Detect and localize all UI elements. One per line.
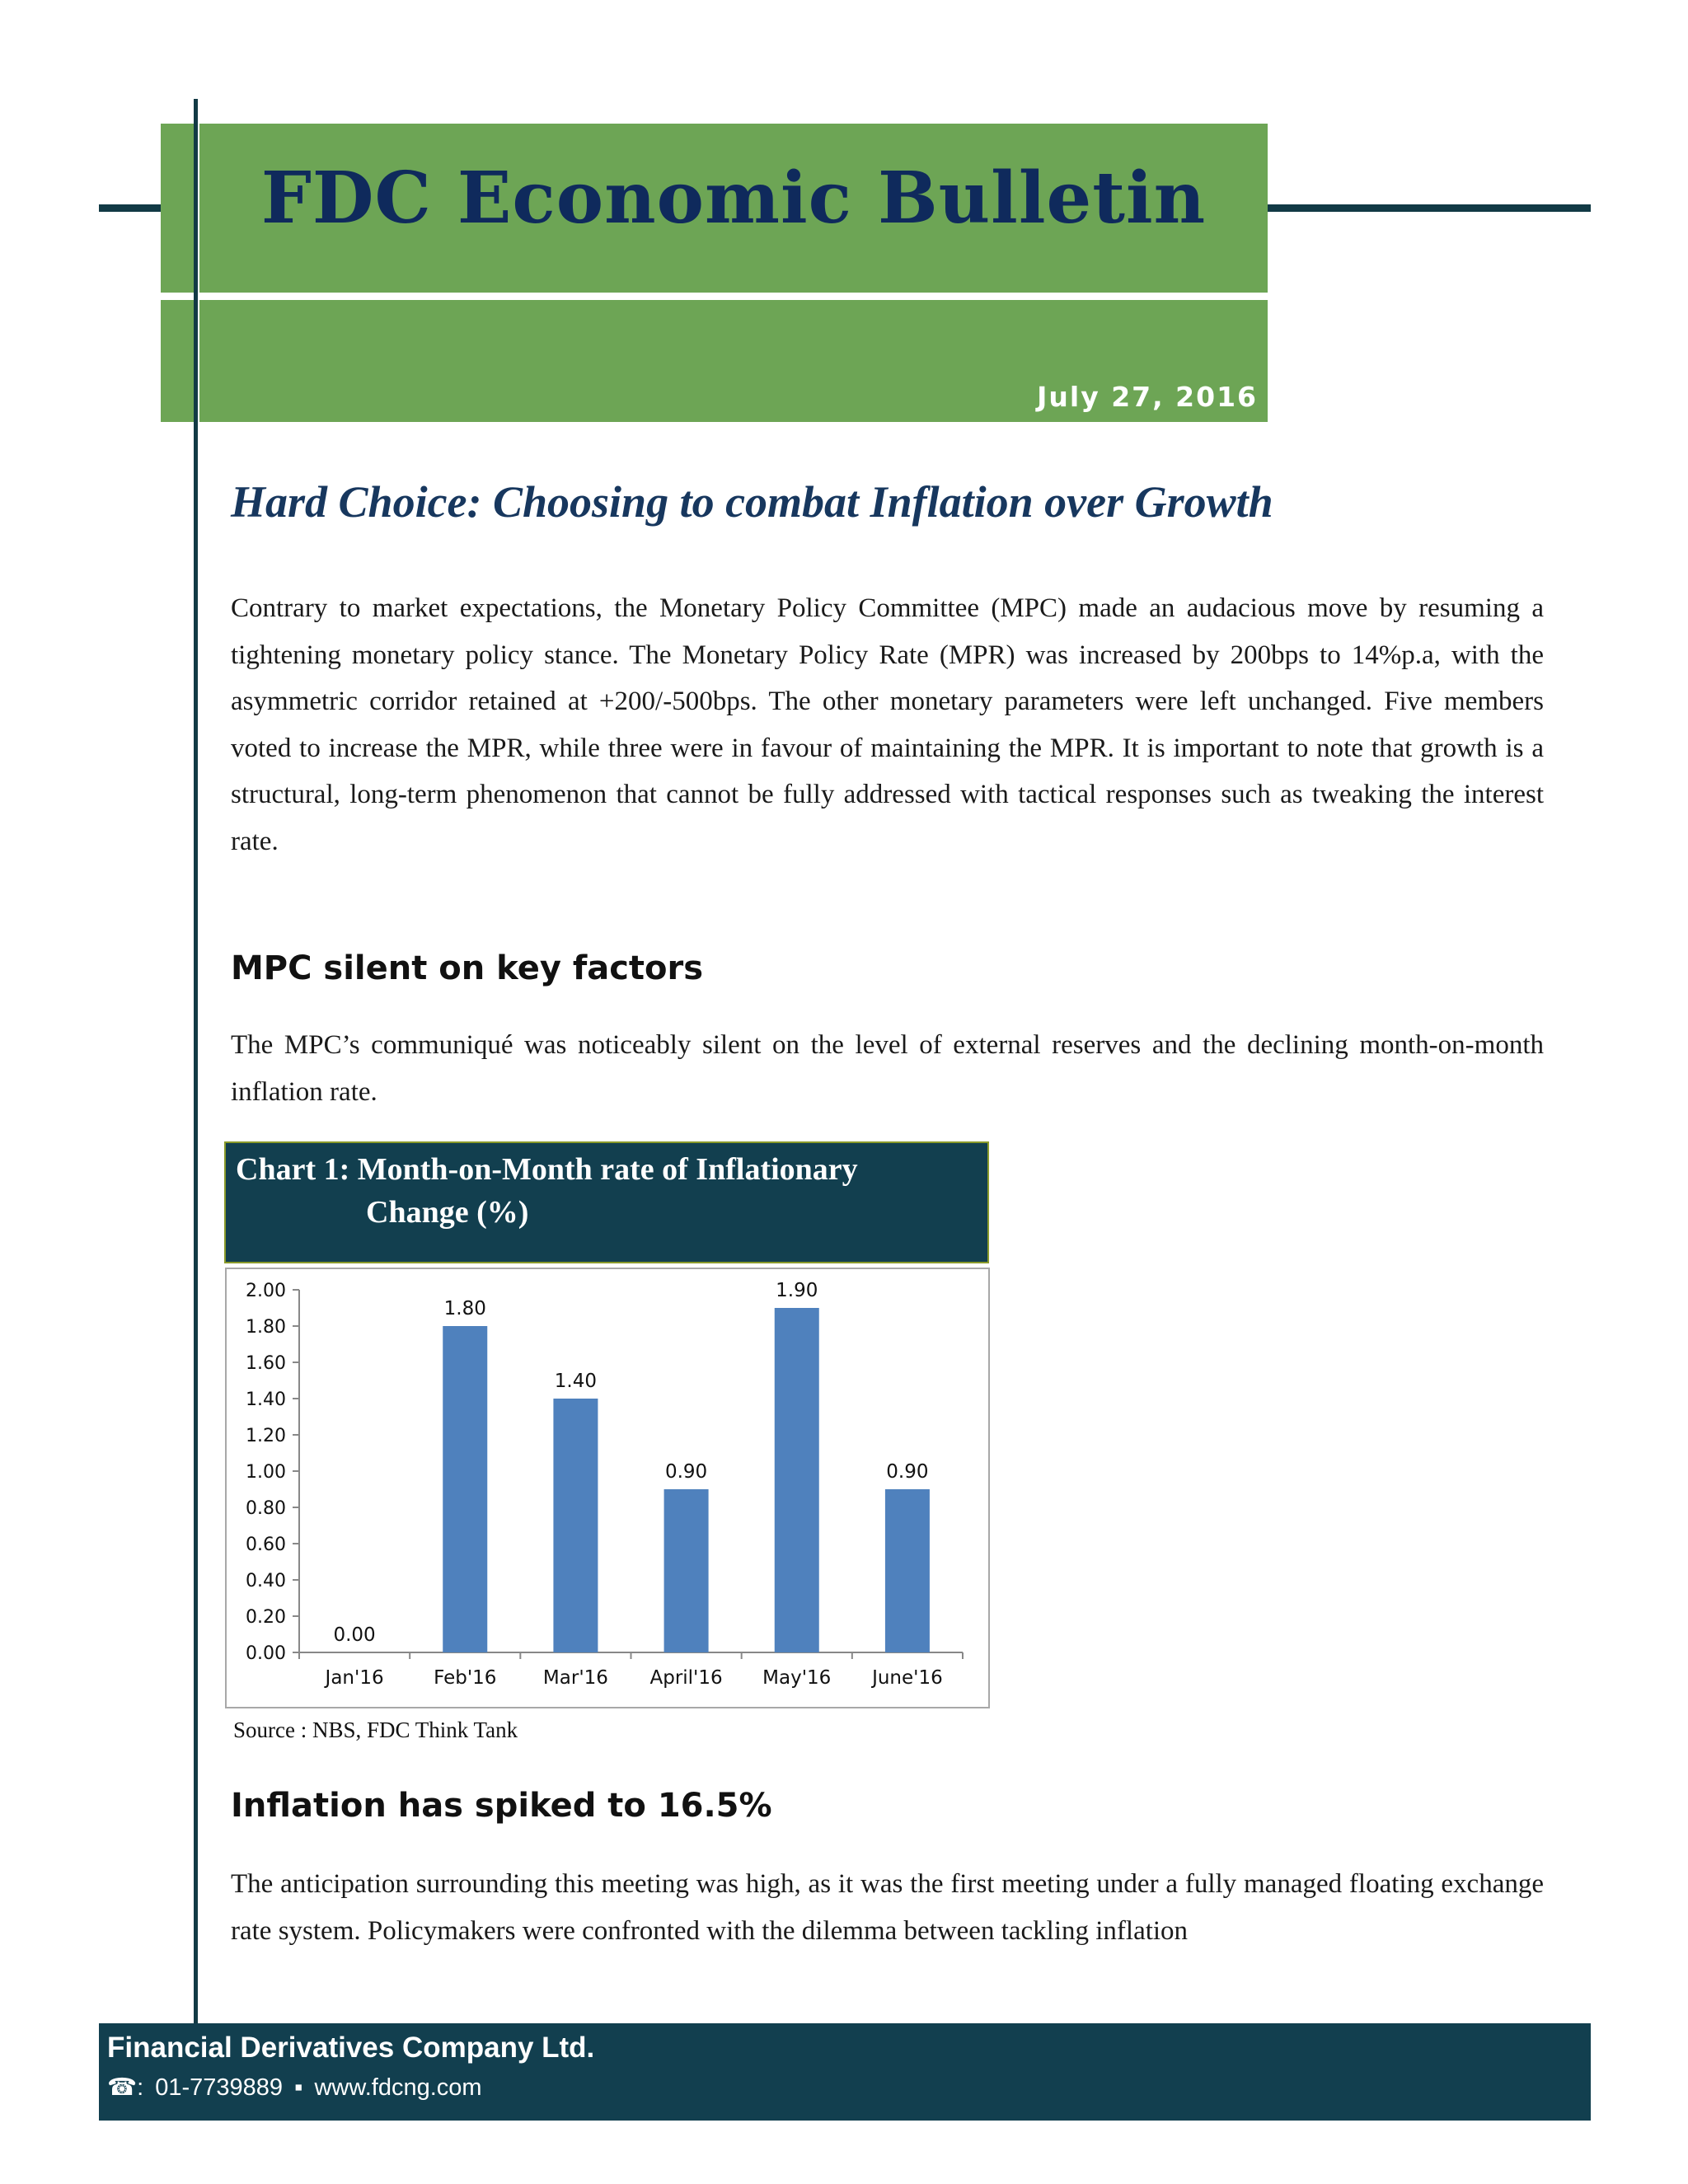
header-rule-left [99,204,166,212]
bar [553,1399,598,1652]
y-tick-label: 1.60 [246,1353,286,1374]
intro-paragraph: Contrary to market expectations, the Monetary Policy Committee (MPC) made an audacious move by resuming a tightening monetary policy stance. The Monetary Policy Rate (MPR) was increased by 200bps to 14%p.a, with the asymmetric corridor retained at +200/-500bps. The other monetary parameters were left unchanged. Five members voted to increase the MPR, while three were in favour of maintaining the MPR. It is important to note that growth is a structural, long-term phenomenon that cannot be fully addressed with tactical responses such as tweaking the interest rate. [231,593,1544,856]
footer-website-link[interactable]: www.fdcng.com [314,2074,482,2101]
chart-title-line-1: Chart 1: Month-on-Month rate of Inflationary [236,1152,858,1187]
data-label: 1.40 [554,1371,598,1392]
y-tick-label: 1.80 [246,1317,286,1338]
data-label: 0.00 [333,1624,376,1646]
y-tick-label: 2.00 [246,1281,286,1301]
x-tick-label: April'16 [649,1667,723,1689]
y-tick-label: 0.60 [246,1535,286,1555]
y-tick-label: 0.00 [246,1643,286,1664]
header-banner-divider [161,293,1268,300]
x-tick-label: June'16 [872,1667,943,1689]
y-tick-label: 1.00 [246,1462,286,1483]
header-rule-right [1268,204,1591,212]
footer-separator: ▪ [294,2074,303,2101]
x-tick-label: May'16 [762,1667,832,1689]
data-label: 1.90 [776,1280,818,1301]
footer-contact [107,2073,487,2102]
section-paragraph-inflation: The anticipation surrounding this meeting was high, as it was the first meeting under a fully managed floating exchange rate system. Policymakers were confronted with the dilemma between tackling inflation [231,1869,1544,1946]
bar [443,1326,487,1652]
data-label: 0.90 [664,1461,708,1483]
y-tick-label: 0.20 [246,1607,286,1628]
bar [775,1308,819,1652]
footer-company-name: Financial Derivatives Company Ltd. [107,2032,595,2064]
x-tick-label: Feb'16 [434,1667,497,1689]
phone-icon: ☎: [107,2074,144,2101]
x-tick-label: Jan'16 [325,1667,384,1689]
section-heading-mpc-silent: MPC silent on key factors [231,949,704,987]
data-label: 1.80 [443,1298,486,1319]
bulletin-title: FDC Economic Bulletin [260,157,1207,240]
y-tick-label: 0.40 [246,1571,286,1591]
bar-chart [225,1268,990,1708]
chart-title-line-2: Change (%) [366,1195,529,1230]
article-title: Hard Choice: Choosing to combat Inflation over Growth [231,477,1273,527]
chart-title-box [224,1141,989,1263]
bulletin-date: July 27, 2016 [1037,381,1258,413]
y-tick-label: 1.20 [246,1426,286,1446]
y-tick-label: 0.80 [246,1498,286,1519]
section-heading-inflation: Inflation has spiked to 16.5% [231,1787,772,1825]
chart-source: Source : NBS, FDC Think Tank [233,1718,518,1742]
page-margin-rule [194,99,198,2023]
data-label: 0.90 [886,1461,929,1483]
x-tick-label: Mar'16 [542,1667,608,1689]
footer [99,2023,1591,2121]
bar [885,1489,930,1652]
y-tick-label: 1.40 [246,1390,286,1410]
footer-phone: 01-7739889 [155,2074,284,2101]
section-paragraph-mpc-silent: The MPC’s communiqué was noticeably silent on the level of external reserves and the declining month-on-month inflation rate. [231,1030,1544,1107]
bar [664,1489,709,1652]
